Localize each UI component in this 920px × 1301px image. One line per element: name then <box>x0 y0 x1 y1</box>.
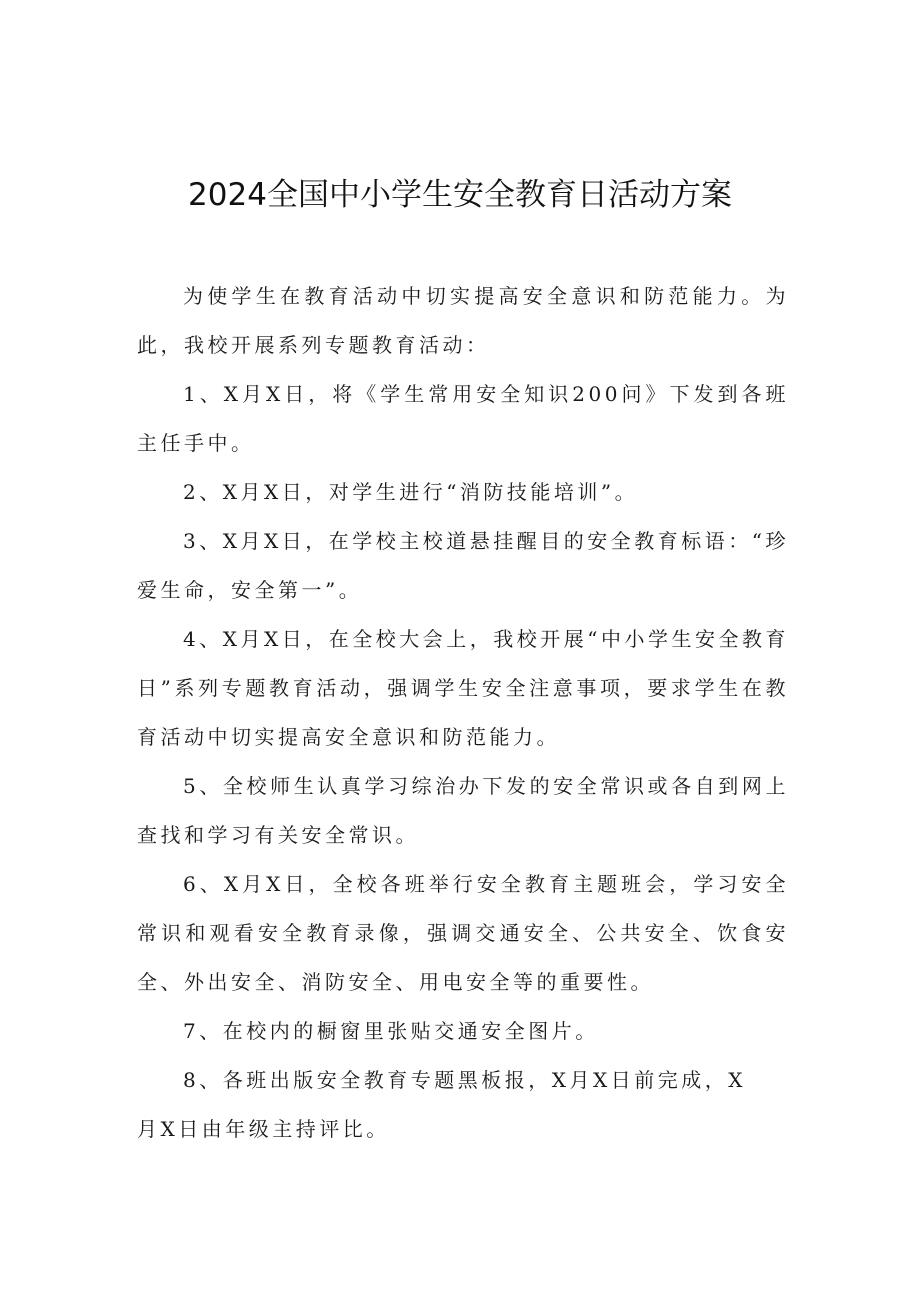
document-body <box>137 272 789 1154</box>
paragraph-item-8-line-2: 月X日由年级主持评比。 <box>137 1117 390 1141</box>
paragraph-item-4: 4、X月X日，在全校大会上，我校开展“中小学生安全教育日”系列专题教育活动，强调学生安全注意事项，要求学生在教育活动中切实提高安全意识和防范能力。 <box>137 627 789 749</box>
paragraph-item-7: 7、在校内的橱窗里张贴交通安全图片。 <box>183 1019 599 1043</box>
paragraph-intro: 为使学生在教育活动中切实提高安全意识和防范能力。为此，我校开展系列专题教育活动： <box>137 284 789 357</box>
paragraph-item-3: 3、X月X日，在学校主校道悬挂醒目的安全教育标语：“珍爱生命，安全第一”。 <box>137 529 789 602</box>
paragraph-item-6: 6、X月X日，全校各班举行安全教育主题班会，学习安全常识和观看安全教育录像，强调交通安全、公共安全、饮食安全、外出安全、消防安全、用电安全等的重要性。 <box>137 872 789 994</box>
paragraph-item-8-line-1: 8、各班出版安全教育专题黑板报，X月X日前完成，X <box>183 1068 746 1092</box>
paragraph-item-2: 2、X月X日，对学生进行“消防技能培训”。 <box>183 480 639 504</box>
paragraph-item-5: 5、全校师生认真学习综治办下发的安全常识或各自到网上查找和学习有关安全常识。 <box>137 774 789 847</box>
document-title: 2024全国中小学生安全教育日活动方案 <box>188 177 732 213</box>
paragraph-item-1: 1、X月X日，将《学生常用安全知识200问》下发到各班主任手中。 <box>137 382 789 455</box>
